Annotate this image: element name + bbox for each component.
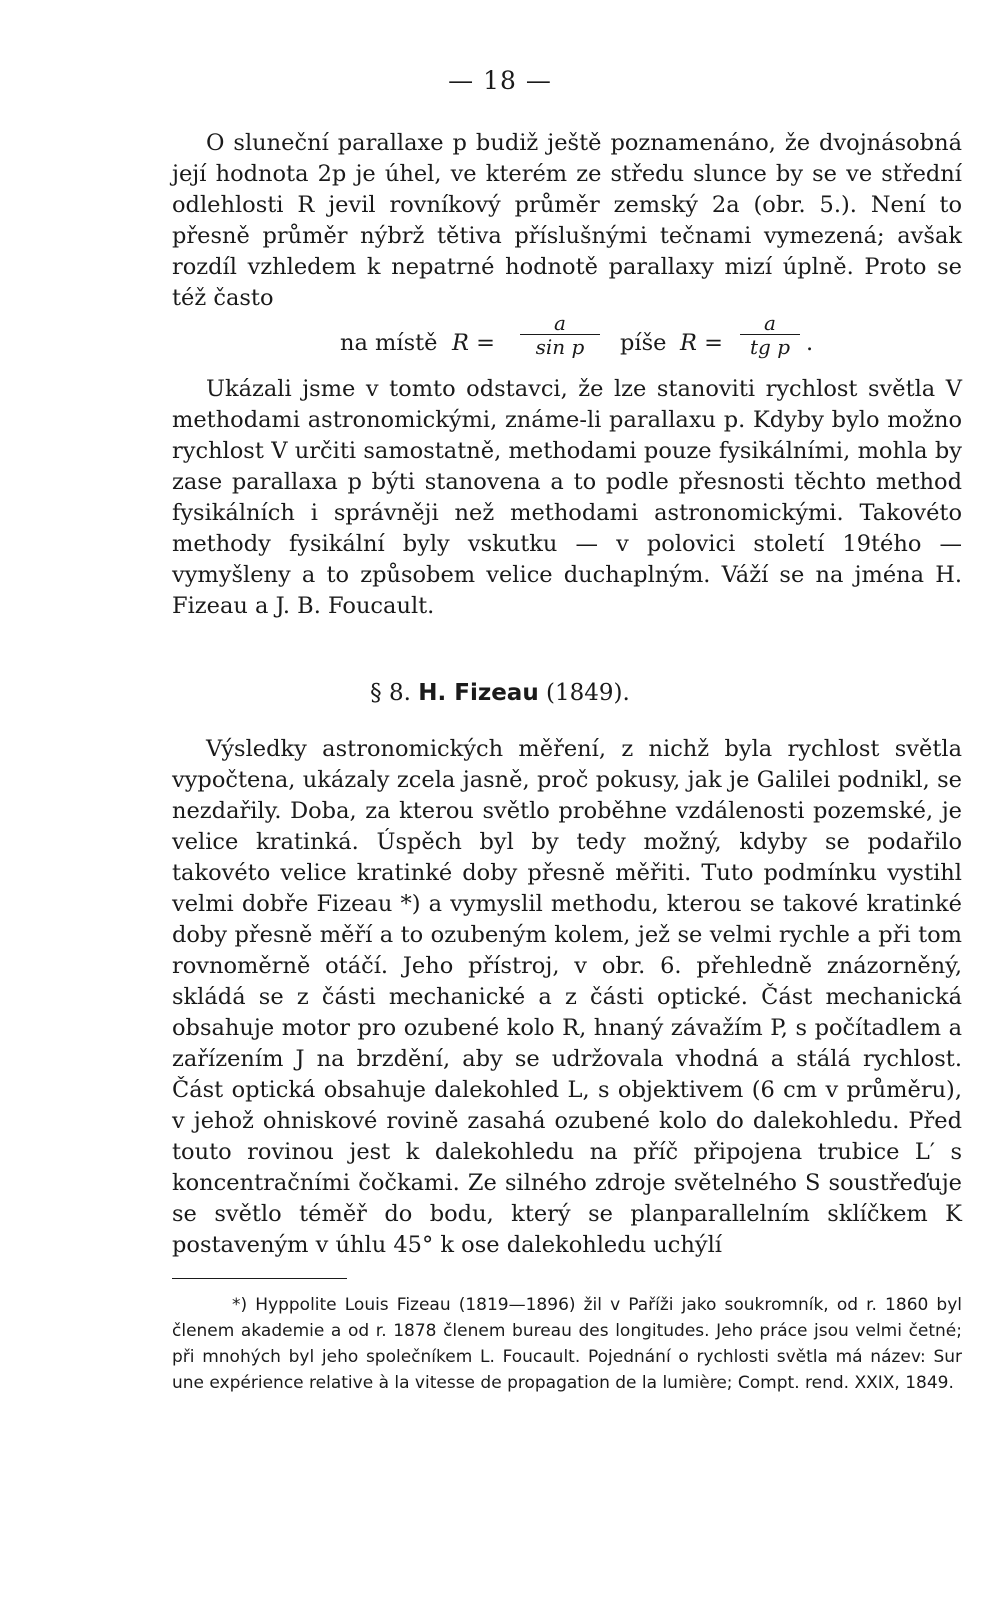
footnote: *) Hyppolite Louis Fizeau (1819—1896) žil v Paříži jako soukromník, od r. 1860 byl členem akademie a od r. 1878 členem bureau des longitudes. Jeho práce jsou velmi četné; při mnohých byl jeho společníkem L. Foucault. Pojednání o rychlosti světla má název: Sur une expérience relative à la vitesse de propagation de la lumière; Compt. rend. XXIX, 1849. [172,1295,962,1393]
section-heading [0,680,1000,706]
fraction-tg: a tg p [740,312,800,359]
formula-end: . [806,330,814,356]
paragraph-methods: Ukázali jsme v tomto odstavci, že lze stanoviti rychlost světla V methodami astronomickými, známe-li parallaxu p. Kdyby bylo možno rychlost V určiti samostatně, methodami pouze fysikálními, mohla by zase parallaxa p býti stanovena a to podle přesnosti těchto method fysikálních i správněji než methodami astronomickými. Takovéto methody fysikální byly vskutku — v polovici století 19tého — vymyšleny a to způsobem velice duchaplným. Váží se na jména H. Fizeau a J. B. Foucault. [172,376,962,619]
formula-mid: píše [620,330,667,356]
paragraph-fizeau: Výsledky astronomických měření, z nichž byla rychlost světla vypočtena, ukázaly zcela jasně, proč pokusy, jak je Galilei podnikl, se nezdařily. Doba, za kterou světlo proběhne vzdálenosti pozemské, je velice kratinká. Úspěch byl by tedy možný, kdyby se podařilo takovéto velice kratinké doby přesně měřiti. Tuto podmínku vystihl velmi dobře Fizeau *) a vymyslil methodu, kterou se takové kratinké doby přesně měří a to ozubeným kolem, jež se velmi rychle a při tom rovnoměrně otáčí. Jeho přístroj, v obr. 6. přehledně znázorněný, skládá se z části mechanické a z části optické. Část mechanická obsahuje motor pro ozubené kolo R, hnaný závažím P, s počítadlem a zařízením J na brzdění, aby se udržovala vhodná a stálá rychlost. Část optická obsahuje dalekohled L, s objektivem (6 cm v průměru), v jehož ohniskové rovině zasahá ozubené kolo do dalekohledu. Před touto rovinou jest k dalekohledu na příč připojena trubice L′ s koncentračními čočkami. Ze silného zdroje světelného S soustřeďuje se světlo téměř do bodu, který se planparallelním sklíčkem K postaveným v úhlu 45° k ose dalekohledu uchýlí [172,736,962,1258]
section-year: (1849). [546,680,630,706]
formula-lead: na místě [340,330,438,356]
formula-parallax [340,312,820,368]
section-number: § 8. [370,680,411,706]
fraction-sin: a sin p [520,312,600,359]
footnote-rule [172,1278,347,1279]
formula-lhs-2: R = [680,330,723,356]
paragraph-parallax: O sluneční parallaxe p budiž ještě poznamenáno, že dvojnásobná její hodnota 2p je úhel, ve kterém ze středu slunce by se ve střední odlehlosti R jevil rovníkový průměr zemský 2a (obr. 5.). Není to přesně průměr nýbrž tětiva příslušnými tečnami vymezená; avšak rozdíl vzhledem k nepatrné hodnotě parallaxy mizí úplně. Proto se též často [172,130,962,311]
page-number: — 18 — [448,66,552,95]
formula-lhs-1: R = [452,330,495,356]
section-name: H. Fizeau [418,680,539,706]
